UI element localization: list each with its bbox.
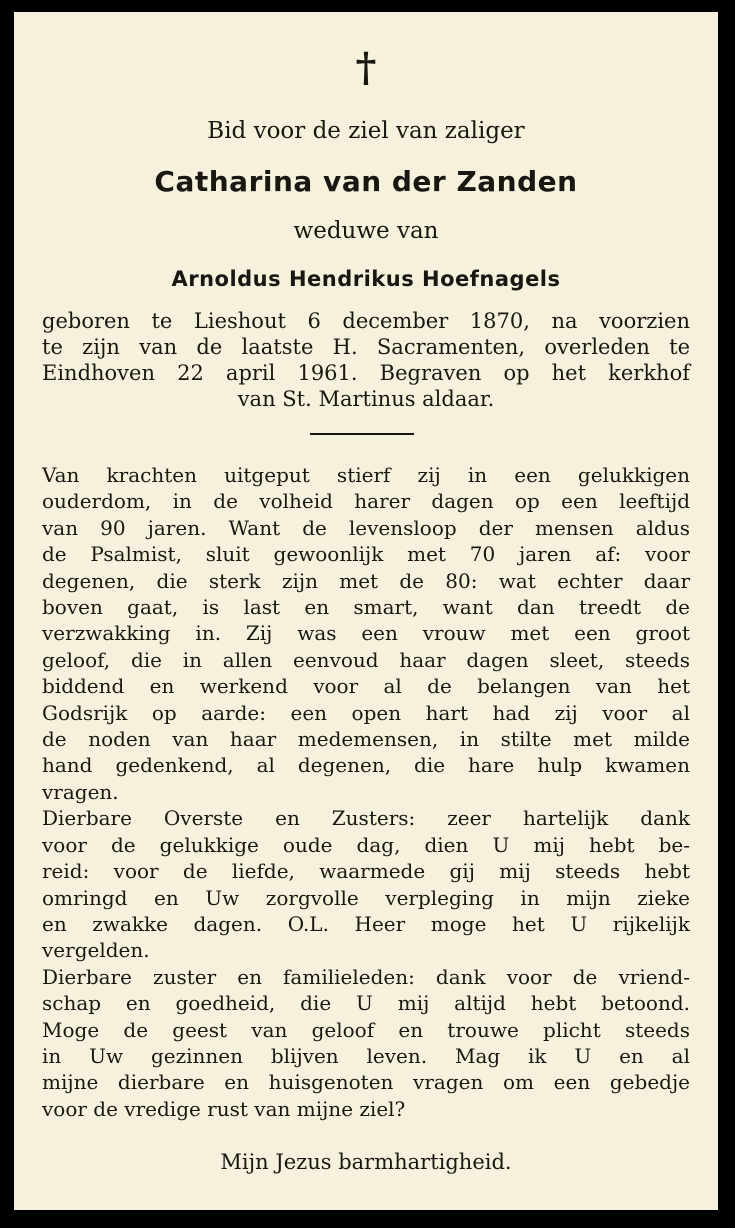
bio-line: te zijn van de laatste H. Sacramenten, overleden te xyxy=(42,335,690,359)
closing-prayer: Mijn Jezus barmhartigheid. xyxy=(220,1150,512,1174)
text-line: ouderdom, in de volheid harer dagen op een leeftijd xyxy=(42,489,690,514)
bio-line: Eindhoven 22 april 1961. Begraven op het kerkhof xyxy=(42,361,690,385)
text-line: hand gedenkend, al degenen, die hare hulp kwamen xyxy=(42,753,690,778)
prayer-line: Bid voor de ziel van zaliger xyxy=(207,118,525,144)
text-line: verzwakking in. Zij was een vrouw met een groot xyxy=(42,621,690,646)
text-line: omringd en Uw zorgvolle verpleging in mijn zieke xyxy=(42,885,690,910)
text-line: schap en goedheid, die U mij altijd hebt betoond. xyxy=(42,991,690,1016)
memorial-text xyxy=(42,462,690,1122)
text-line: voor de vredige rust van mijne ziel? xyxy=(42,1096,406,1121)
memorial-card xyxy=(14,12,718,1210)
biography xyxy=(42,308,690,412)
text-line: mijne dierbare en huisgenoten vragen om een gebedje xyxy=(42,1070,690,1095)
text-line: in Uw gezinnen blijven leven. Mag ik U en al xyxy=(42,1043,690,1068)
text-line: degenen, die sterk zijn met de 80: wat echter daar xyxy=(42,568,690,593)
text-line: Dierbare zuster en familieleden: dank voor de vriend- xyxy=(42,964,690,989)
widow-of-label: weduwe van xyxy=(293,218,439,244)
text-line: van 90 jaren. Want de levensloop der mensen aldus xyxy=(42,515,690,540)
text-line: Van krachten uitgeput stierf zij in een gelukkigen xyxy=(42,463,690,487)
text-line: reid: voor de liefde, waarmede gij mij steeds hebt xyxy=(42,859,690,884)
divider xyxy=(310,433,414,435)
bio-line: geboren te Lieshout 6 december 1870, na voorzien xyxy=(42,309,690,333)
text-line: Dierbare Overste en Zusters: zeer hartelijk dank xyxy=(42,806,690,831)
text-line: vergelden. xyxy=(42,938,150,963)
bio-line: van St. Martinus aldaar. xyxy=(237,387,495,411)
text-line: biddend en werkend voor al de belangen van het xyxy=(42,674,690,699)
text-line: de noden van haar medemensen, in stilte met milde xyxy=(42,727,690,752)
text-line: de Psalmist, sluit gewoonlijk met 70 jaren af: voor xyxy=(42,542,690,567)
text-line: voor de gelukkige oude dag, dien U mij hebt be- xyxy=(42,832,690,857)
deceased-name: Catharina van der Zanden xyxy=(154,165,578,198)
text-line: Godsrijk op aarde: een open hart had zij voor al xyxy=(42,700,690,725)
husband-name: Arnoldus Hendrikus Hoefnagels xyxy=(171,267,561,291)
text-line: Moge de geest van geloof en trouwe plicht steeds xyxy=(42,1017,690,1042)
text-line: en zwakke dagen. O.L. Heer moge het U rijkelijk xyxy=(42,911,690,936)
text-line: boven gaat, is last en smart, want dan treedt de xyxy=(42,595,690,620)
text-line: geloof, die in allen eenvoud haar dagen sleet, steeds xyxy=(42,647,690,672)
text-line: vragen. xyxy=(42,779,119,804)
cross-icon: † xyxy=(355,44,377,91)
